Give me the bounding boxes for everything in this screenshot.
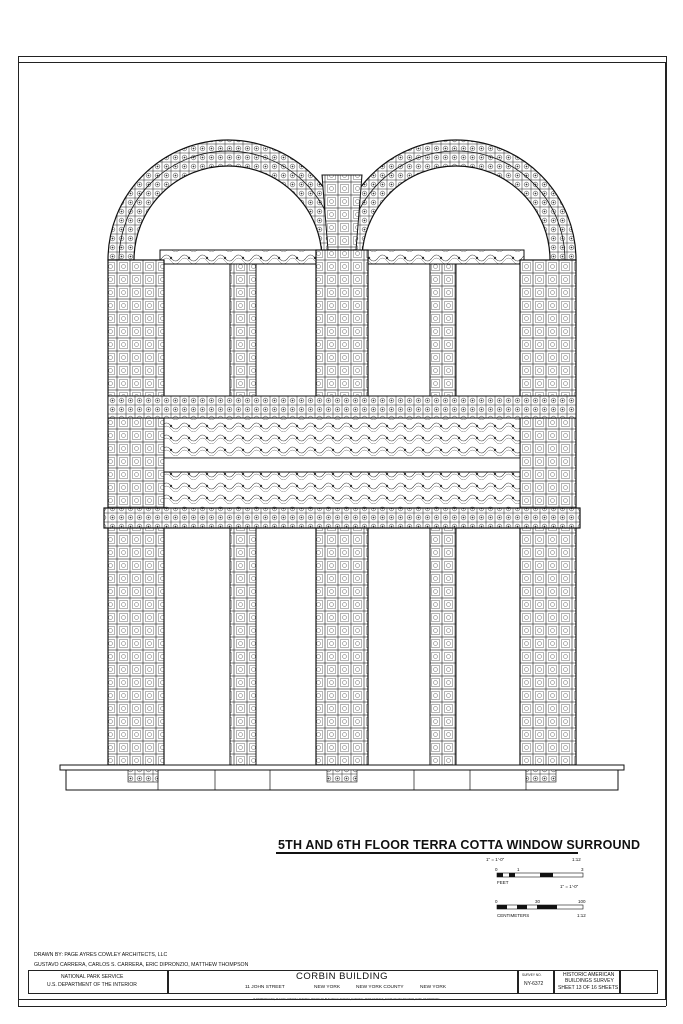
title-block-program [554, 970, 620, 994]
cm-tick-100: 100 [578, 899, 586, 904]
spandrel-band [104, 396, 580, 528]
agency-line-2: U.S. DEPARTMENT OF THE INTERIOR [47, 982, 137, 988]
feet-tick-1: 1 [517, 867, 520, 872]
copyright-note: IF REPRODUCED, PLEASE CREDIT: HISTORIC AMERICAN BUILDINGS SURVEY, NATIONAL PARK SERVICE, NAME OF DELINEATOR, DATE OF DRAWING [253, 998, 440, 1001]
state: NEW YORK [420, 985, 447, 990]
program-line-1: HISTORIC AMERICAN [563, 972, 615, 978]
feet-scale-bar [497, 873, 583, 877]
feet-tick-0: 0 [495, 867, 498, 872]
inches-label: 1" = 1'-0" [560, 884, 579, 889]
county: NEW YORK COUNTY [356, 985, 404, 990]
left-arch [108, 140, 348, 260]
keystone-center [322, 175, 362, 250]
cm-label: CENTIMETERS [497, 913, 530, 918]
agency-line-1: NATIONAL PARK SERVICE [61, 974, 124, 980]
delineator-names: GUSTAVO CARRERA, CARLOS S. CARRERA, ERIC DIPRONZIO, MATTHEW THOMPSON [34, 962, 249, 968]
address: 11 JOHN STREET [245, 985, 285, 990]
program-line-2: BUILDINGS SURVEY [565, 978, 614, 984]
feet-label: FEET [497, 880, 509, 885]
drawn-by: DRAWN BY: PAGE AYRES COWLEY ARCHITECTS, LLC [34, 952, 168, 958]
title-block-stamp [620, 970, 658, 994]
title-underline [276, 852, 578, 854]
right-arch [336, 140, 576, 260]
feet-scale-right: 1:12 [572, 857, 581, 862]
drawing-title: 5TH AND 6TH FLOOR TERRA COTTA WINDOW SURROUND [278, 838, 641, 852]
title-block-survey-no [518, 970, 554, 994]
sheet-info: SHEET 13 OF 16 SHEETS [558, 985, 619, 991]
cm-scale-right: 1:12 [577, 913, 586, 918]
base-plinth [60, 765, 624, 790]
cm-tick-30: 30 [535, 899, 541, 904]
cm-scale-bar [497, 905, 583, 909]
title-block-agency [28, 970, 168, 994]
feet-scale-ratio: 1" = 1'-0" [486, 857, 505, 862]
building-name: CORBIN BUILDING [296, 971, 388, 982]
survey-no-label: SURVEY NO. [522, 973, 542, 977]
city: NEW YORK [314, 985, 341, 990]
feet-tick-3: 3 [581, 867, 584, 872]
cm-tick-0: 0 [495, 899, 498, 904]
survey-no: NY-6372 [524, 981, 544, 987]
